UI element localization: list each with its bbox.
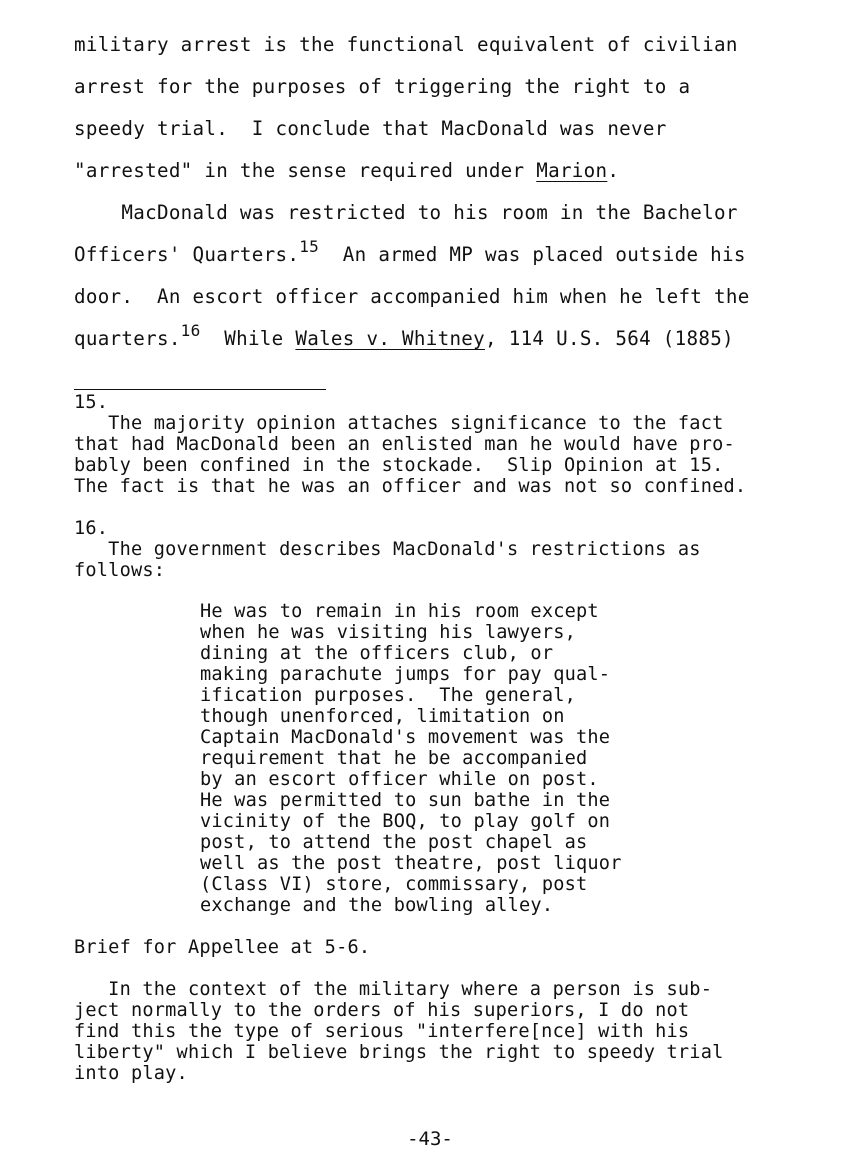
closing-line: into play. <box>74 1063 188 1084</box>
footnote-15-line: The fact is that he was an officer and was not so confined. <box>74 476 747 497</box>
closing-line: liberty" which I believe brings the right to speedy trial <box>74 1042 724 1063</box>
footnote-ref-16: 16 <box>180 321 201 340</box>
footnote-15-line: bably been confined in the stockade. Slip Opinion at 15. <box>74 455 724 476</box>
body-line-3: speedy trial. I conclude that MacDonald was never <box>74 117 667 140</box>
block-quote-line: (Class VI) store, commissary, post <box>200 874 588 895</box>
body-text: Officers' Quarters. <box>74 243 300 266</box>
body-text: quarters. <box>74 327 181 350</box>
footnote-15-number: 15. <box>74 392 109 413</box>
body-text: , 114 U.S. 564 (1885) <box>485 327 734 350</box>
footnote-15-line: that had MacDonald been an enlisted man he would have pro- <box>74 434 735 455</box>
footnote-16-intro: follows: <box>74 560 166 581</box>
footnote-15-line: The majority opinion attaches significance to the fact <box>74 413 724 434</box>
block-quote-line: requirement that he be accompanied <box>200 748 588 769</box>
closing-line: ject normally to the orders of his superiors, I do not <box>74 1000 690 1021</box>
block-quote-line: ification purposes. The general, <box>200 685 577 706</box>
body-line-4 <box>74 161 619 180</box>
block-quote-line: Captain MacDonald's movement was the <box>200 727 611 748</box>
case-citation-wales: Wales v. Whitney <box>295 327 486 350</box>
footnote-16-number: 16. <box>74 518 109 539</box>
body-line-2: arrest for the purposes of triggering the right to a <box>74 75 691 98</box>
brief-citation: Brief for Appellee at 5-6. <box>74 937 371 958</box>
block-quote-line: by an escort officer while on post. <box>200 769 599 790</box>
body-text: . <box>607 159 620 182</box>
footnote-ref-15: 15 <box>299 237 320 256</box>
body-line-8 <box>74 321 734 350</box>
block-quote-line: making parachute jumps for pay qual- <box>200 664 611 685</box>
closing-line: In the context of the military where a person is sub- <box>74 979 713 1000</box>
block-quote-line: dining at the officers club, or <box>200 643 554 664</box>
block-quote-line: exchange and the bowling alley. <box>200 895 554 916</box>
page-number: -43- <box>407 1128 453 1150</box>
footnote-separator <box>74 389 326 390</box>
block-quote-line: post, to attend the post chapel as <box>200 832 588 853</box>
block-quote-line: well as the post theatre, post liquor <box>200 853 622 874</box>
body-text: While <box>200 327 296 350</box>
body-line-1: military arrest is the functional equivalent of civilian <box>74 33 738 56</box>
block-quote-line: He was permitted to sun bathe in the <box>200 790 611 811</box>
body-line-5: MacDonald was restricted to his room in the Bachelor <box>74 201 738 224</box>
body-line-6 <box>74 237 746 266</box>
block-quote-line: when he was visiting his lawyers, <box>200 622 577 643</box>
block-quote-line: vicinity of the BOQ, to play golf on <box>200 811 611 832</box>
block-quote-line: He was to remain in his room except <box>200 601 599 622</box>
closing-line: find this the type of serious "interfere[nce] with his <box>74 1021 690 1042</box>
footnote-16-intro: The government describes MacDonald's restrictions as <box>74 539 701 560</box>
block-quote-line: though unenforced, limitation on <box>200 706 565 727</box>
body-text: An armed MP was placed outside his <box>319 243 746 266</box>
body-line-7: door. An escort officer accompanied him when he left the <box>74 285 750 308</box>
case-citation-marion: Marion <box>536 159 608 182</box>
body-text: "arrested" in the sense required under <box>74 159 537 182</box>
